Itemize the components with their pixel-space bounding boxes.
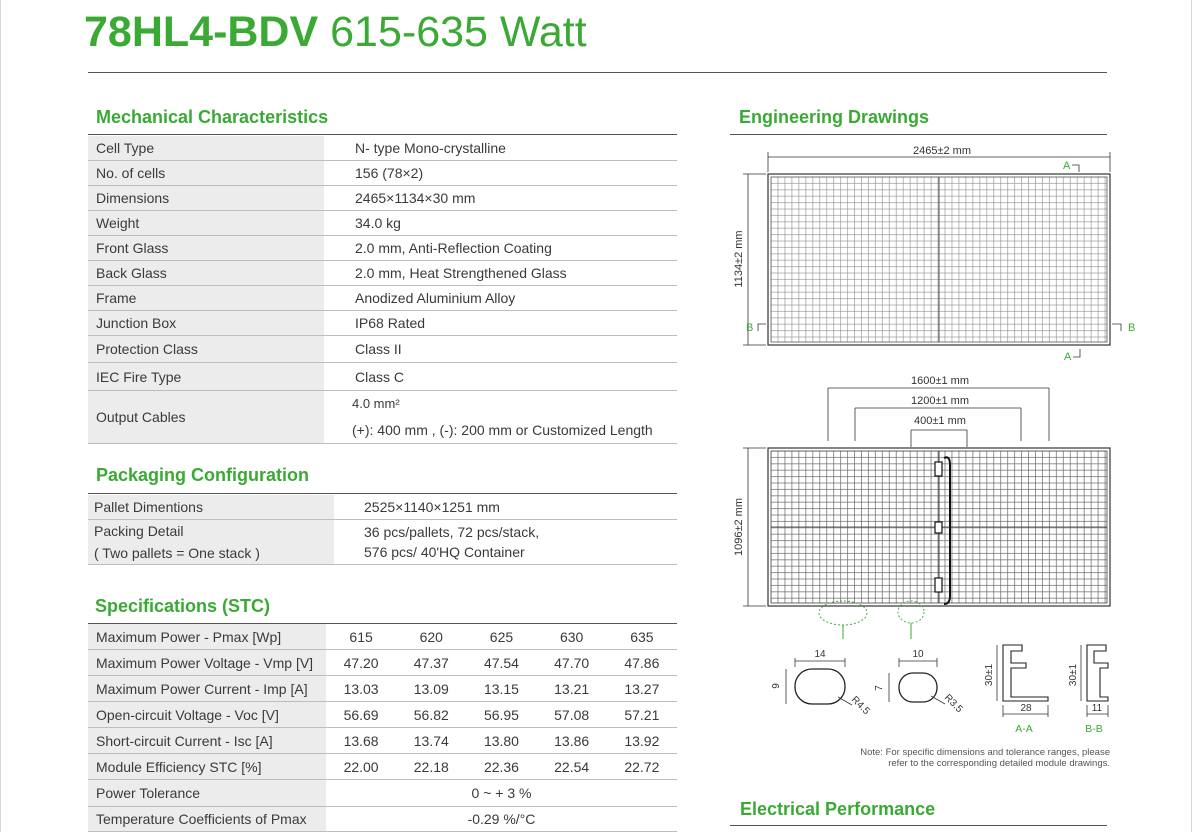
spec-label: Short-circuit Current - Isc [A] (88, 728, 326, 754)
spec-value: 22.72 (607, 754, 677, 780)
spec-value: 13.68 (326, 728, 396, 754)
spec-value: 635 (607, 624, 677, 650)
spec-value: 47.86 (607, 650, 677, 676)
note-line-1: Note: For specific dimensions and tolerance ranges, please (860, 747, 1110, 758)
output-cables-label: Output Cables (88, 391, 324, 444)
spec-value: 13.80 (466, 728, 536, 754)
row-label: Dimensions (88, 186, 324, 211)
spec-value: 56.82 (396, 702, 466, 728)
power-range: 615-635 Watt (330, 8, 587, 56)
back-dim-400: 400±1 mm (914, 415, 966, 427)
electrical-rule (730, 825, 1107, 826)
spec-value: 47.20 (326, 650, 396, 676)
bb-label: B-B (1085, 723, 1103, 735)
spec-value: 47.70 (537, 650, 607, 676)
mechanical-heading: Mechanical Characteristics (96, 107, 329, 127)
spec-value: 13.92 (607, 728, 677, 754)
row-value: 2465×1134×30 mm (324, 186, 677, 211)
tolerance-label: Power Tolerance (88, 780, 326, 807)
section-b-right: B (1128, 322, 1136, 334)
row-label: Back Glass (88, 261, 324, 286)
back-dim-1200: 1200±1 mm (910, 395, 970, 407)
row-value: 34.0 kg (324, 211, 677, 236)
row-label: IEC Fire Type (88, 363, 324, 391)
spec-value: 13.27 (607, 676, 677, 702)
spec-value: 13.09 (396, 676, 466, 702)
row-value: Anodized Aluminium Alloy (324, 286, 677, 311)
spec-value: 56.95 (466, 702, 536, 728)
back-view (733, 375, 1110, 639)
spec-value: 615 (326, 624, 396, 650)
spec-value: 630 (537, 624, 607, 650)
packing-value-line2: 576 pcs/ 40'HQ Container (364, 544, 525, 560)
pallet-value: 2525×1140×1251 mm (334, 495, 677, 520)
temp-coeff-label: Temperature Coefficients of Pmax (88, 807, 326, 832)
spec-value: 13.21 (537, 676, 607, 702)
spec-value: 620 (396, 624, 466, 650)
spec-label: Module Efficiency STC [%] (88, 754, 326, 780)
section-a-top: A (1063, 160, 1071, 172)
spec-value: 13.74 (396, 728, 466, 754)
packing-label-line2: ( Two pallets = One stack ) (94, 545, 260, 561)
spec-value: 13.03 (326, 676, 396, 702)
front-height-dim: 1134±2 mm (733, 230, 745, 288)
packaging-heading: Packaging Configuration (96, 465, 310, 485)
detail-section-bb (1068, 645, 1108, 735)
row-value: Class II (324, 336, 677, 363)
row-label: Junction Box (88, 311, 324, 336)
row-value: 156 (78×2) (324, 161, 677, 186)
packing-label-line1: Packing Detail (94, 523, 184, 539)
spec-value: 56.69 (326, 702, 396, 728)
spec-value: 22.54 (537, 754, 607, 780)
hole2-width: 10 (912, 649, 924, 660)
spec-label: Open-circuit Voltage - Voc [V] (88, 702, 326, 728)
row-value: 2.0 mm, Heat Strengthened Glass (324, 261, 677, 286)
section-a-bottom: A (1064, 351, 1072, 363)
row-label: Front Glass (88, 236, 324, 261)
output-cables-line2: (+): 400 mm , (-): 200 mm or Customized Length (352, 422, 653, 438)
spec-value: 47.37 (396, 650, 466, 676)
front-view (733, 145, 1135, 363)
spec-label: Maximum Power Voltage - Vmp [V] (88, 650, 326, 676)
spec-value: 22.18 (396, 754, 466, 780)
model-name: 78HL4-BDV (84, 8, 319, 56)
spec-value: 47.54 (466, 650, 536, 676)
spec-label: Maximum Power Current - Imp [A] (88, 676, 326, 702)
spec-value: 22.00 (326, 754, 396, 780)
back-dim-1600: 1600±1 mm (910, 375, 970, 387)
detail-hole-1 (771, 649, 872, 717)
row-label: Frame (88, 286, 324, 311)
row-label: Cell Type (88, 136, 324, 161)
row-value: N- type Mono-crystalline (324, 136, 677, 161)
spec-label: Maximum Power - Pmax [Wp] (88, 624, 326, 650)
detail-section-aa (984, 645, 1048, 735)
specs-heading: Specifications (STC) (95, 596, 271, 616)
spec-value: 13.15 (466, 676, 536, 702)
bb-height: 30±1 (1068, 663, 1079, 687)
pallet-label: Pallet Dimentions (88, 495, 334, 520)
temp-coeff-value: -0.29 %/°C (326, 807, 677, 832)
aa-height: 30±1 (984, 663, 995, 687)
aa-label: A-A (1015, 723, 1033, 735)
detail-hole-2 (874, 649, 965, 715)
row-value: Class C (324, 363, 677, 391)
packing-value-line1: 36 pcs/pallets, 72 pcs/stack, (364, 524, 540, 540)
spec-value: 22.36 (466, 754, 536, 780)
spec-value: 57.21 (607, 702, 677, 728)
section-b-left: B (746, 322, 754, 334)
note-line-2: refer to the corresponding detailed module drawings. (888, 758, 1110, 769)
drawing-note (790, 747, 1110, 769)
hole1-height: 9 (771, 683, 782, 689)
hole2-radius: R3.5 (941, 692, 965, 716)
row-label: Weight (88, 211, 324, 236)
spec-value: 13.86 (537, 728, 607, 754)
tolerance-value: 0 ~ + 3 % (326, 780, 677, 807)
row-value: 2.0 mm, Anti-Reflection Coating (324, 236, 677, 261)
spec-value: 625 (466, 624, 536, 650)
hole1-width: 14 (814, 649, 826, 660)
back-height-dim: 1096±2 mm (733, 497, 745, 557)
hole1-radius: R4.5 (848, 694, 872, 718)
aa-width: 28 (1020, 703, 1032, 714)
front-width-dim: 2465±2 mm (912, 145, 972, 157)
spec-value: 57.08 (537, 702, 607, 728)
hole2-height: 7 (874, 685, 885, 691)
row-value: IP68 Rated (324, 311, 677, 336)
row-label: Protection Class (88, 336, 324, 363)
row-label: No. of cells (88, 161, 324, 186)
drawings-heading: Engineering Drawings (739, 107, 930, 127)
bb-width: 11 (1091, 703, 1103, 714)
electrical-heading: Electrical Performance (740, 799, 936, 819)
output-cables-line1: 4.0 mm² (352, 396, 400, 411)
